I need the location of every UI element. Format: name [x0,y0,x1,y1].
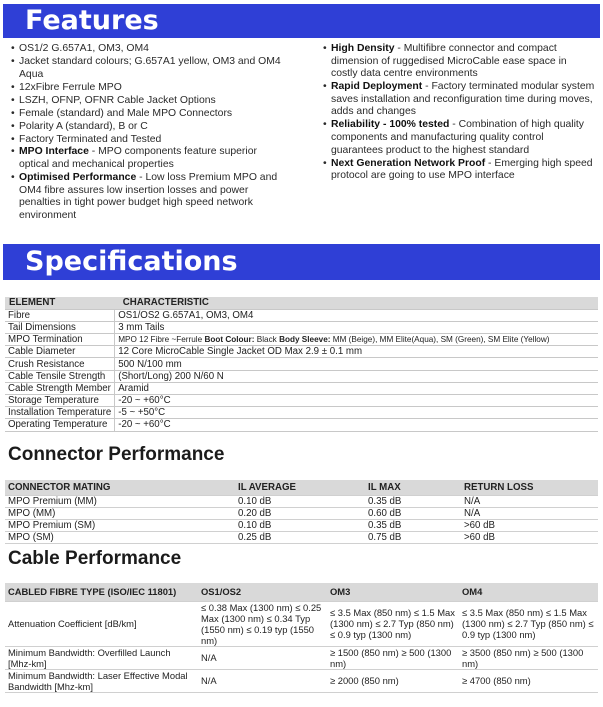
spec-element: Cable Strength Member [5,382,115,394]
feature-item [11,146,283,171]
feature-item [11,82,283,95]
table-cell: ≥ 2000 (850 nm) [327,669,459,692]
table-cell: ≥ 4700 (850 nm) [459,669,598,692]
table-row [5,370,598,382]
table-header-row [5,297,598,309]
table-cell: >60 dB [461,519,598,531]
table-row [5,334,598,346]
table-cell: ≤ 3.5 Max (850 nm) ≤ 1.5 Max (1300 nm) ≤ 2.7 Typ (850 nm) ≤ 0.9 typ (1300 nm) [327,601,459,646]
spec-characteristic: 3 mm Tails [115,321,598,333]
feature-name: Optimised Performance [19,172,137,184]
feature-name: High Density [331,43,395,54]
table-cell: N/A [198,646,327,669]
table-row [5,495,598,507]
spec-characteristic: 500 N/100 mm [115,358,598,370]
table-cell: N/A [461,507,598,519]
feature-text: Female (standard) and Male MPO Connectors [19,107,233,119]
feature-name: Next Generation Network Proof [331,157,486,169]
table-cell: ≤ 3.5 Max (850 nm) ≤ 1.5 Max (1300 nm) ≤ 2.7 Typ (850 nm) ≤ 0.9 typ (1300 nm) [459,601,598,646]
spec-element: Crush Resistance [5,358,115,370]
table-cell: N/A [198,669,327,692]
column-header: IL AVERAGE [235,480,365,495]
feature-text: Polarity A (standard), B or C [19,120,148,132]
column-header: CHARACTERISTIC [115,297,598,309]
feature-text: OS1/2 G.657A1, OM3, OM4 [19,43,149,54]
connector-performance-title: Connector Performance [8,444,225,465]
connector-performance-table [5,480,598,544]
spec-characteristic: OS1/OS2 G.657A1, OM3, OM4 [115,309,598,321]
feature-text: - Combination of high quality components and manufacturing quality control guarantees product to the highest standard [331,119,584,156]
table-row [5,532,598,544]
table-cell: Minimum Bandwidth: Laser Effective Modal Bandwidth [Mhz-km] [5,669,198,692]
features-left-column [11,43,283,223]
feature-item [11,134,283,147]
table-header-row [5,480,598,495]
table-row [5,395,598,407]
specifications-table [5,297,598,432]
spec-characteristic: (Short/Long) 200 N/60 N [115,370,598,382]
table-cell: ≥ 1500 (850 nm) ≥ 500 (1300 nm) [327,646,459,669]
feature-name: MPO Interface [19,146,89,158]
table-row [5,507,598,519]
table-cell: ≤ 0.38 Max (1300 nm) ≤ 0.25 Max (1300 nm) ≤ 0.34 Typ (1550 nm) ≤ 0.19 typ (1550 nm) [198,601,327,646]
spec-element: MPO Termination [5,334,115,346]
spec-element: Fibre [5,309,115,321]
spec-characteristic: 12 Core MicroCable Single Jacket OD Max 2.9 ± 0.1 mm [115,346,598,358]
feature-item [323,119,595,157]
table-cell: MPO Premium (SM) [5,519,235,531]
spec-characteristic-part: MM (Beige), MM Elite(Aqua), SM (Green), SM Elite (Yellow) [330,335,550,345]
table-row [5,407,598,419]
table-row [5,601,598,646]
table-cell: 0.10 dB [235,495,365,507]
table-cell: 0.35 dB [365,519,461,531]
table-cell: >60 dB [461,532,598,544]
table-cell: MPO (MM) [5,507,235,519]
feature-text: - Multifibre connector and compact dimension of ruggedised MicroCable ease space in costly data centre environments [331,43,567,80]
features-banner [3,4,600,38]
table-cell: ≥ 3500 (850 nm) ≥ 500 (1300 nm) [459,646,598,669]
column-header: OS1/OS2 [198,583,327,601]
specifications-banner [3,244,600,280]
feature-item [11,95,283,108]
table-row [5,519,598,531]
spec-characteristic: -20 ~ +60°C [115,395,598,407]
feature-text: 12xFibre Ferrule MPO [19,81,122,93]
spec-characteristic-part: Body Sleeve: [279,335,331,345]
spec-characteristic-part: MPO 12 Fibre ~Ferrule [118,335,205,345]
column-header: IL MAX [365,480,461,495]
cable-performance-table [5,583,598,693]
spec-characteristic-part: Black [254,335,280,345]
table-cell: 0.10 dB [235,519,365,531]
feature-text: Factory Terminated and Tested [19,133,162,145]
feature-item [11,56,283,81]
feature-item [11,108,283,121]
spec-characteristic: Aramid [115,382,598,394]
features-right-column [323,43,595,223]
feature-item [323,43,595,81]
spec-characteristic: -5 ~ +50°C [115,407,598,419]
spec-characteristic: -20 ~ +60°C [115,419,598,431]
column-header: CONNECTOR MATING [5,480,235,495]
feature-name: Reliability - 100% tested [331,119,450,131]
table-row [5,358,598,370]
column-header: ELEMENT [5,297,115,309]
table-row [5,309,598,321]
table-cell: 0.60 dB [365,507,461,519]
feature-item [11,121,283,134]
table-cell: MPO Premium (MM) [5,495,235,507]
feature-text: Jacket standard colours; G.657A1 yellow, OM3 and OM4 Aqua [19,55,281,80]
spec-element: Cable Diameter [5,346,115,358]
feature-text: LSZH, OFNP, OFNR Cable Jacket Options [19,94,216,106]
feature-item [11,172,283,222]
feature-name: Rapid Deployment [331,81,423,93]
table-row [5,669,598,692]
table-cell: MPO (SM) [5,532,235,544]
watermark: fibreopticsupplies.com [255,300,325,307]
spec-characteristic [115,334,598,346]
spec-element: Operating Temperature [5,419,115,431]
feature-item [323,158,595,183]
spec-characteristic-part: Boot Colour: [204,335,255,345]
spec-element: Storage Temperature [5,395,115,407]
table-row [5,646,598,669]
table-row [5,382,598,394]
table-row [5,346,598,358]
specifications-title: Specifications [25,246,238,277]
spec-element: Cable Tensile Strength [5,370,115,382]
feature-item [323,81,595,119]
feature-text: - Factory terminated modular system saves installation and reconfiguration time during moves, adds and changes [331,81,595,118]
table-cell: Attenuation Coefficient [dB/km] [5,601,198,646]
feature-text: - MPO components feature superior optical and mechanical properties [19,146,257,171]
table-cell: 0.25 dB [235,532,365,544]
spec-element: Tail Dimensions [5,321,115,333]
table-cell: 0.75 dB [365,532,461,544]
table-row [5,419,598,431]
table-cell: 0.20 dB [235,507,365,519]
features-title: Features [25,5,159,36]
feature-text: - Low loss Premium MPO and OM4 fibre assures low insertion losses and power penalties in tight power budget high speed network environment [19,172,278,221]
table-cell: 0.35 dB [365,495,461,507]
feature-item [11,43,283,56]
table-header-row [5,583,598,601]
column-header: OM4 [459,583,598,601]
features-list [11,43,596,223]
column-header: OM3 [327,583,459,601]
column-header: CABLED FIBRE TYPE (ISO/IEC 11801) [5,583,198,601]
spec-element: Installation Temperature [5,407,115,419]
feature-text: - Emerging high speed protocol are going to use MPO interface [331,157,593,182]
cable-performance-title: Cable Performance [8,548,182,569]
column-header: RETURN LOSS [461,480,598,495]
table-cell: Minimum Bandwidth: Overfilled Launch [Mhz-km] [5,646,198,669]
table-row [5,321,598,333]
table-cell: N/A [461,495,598,507]
